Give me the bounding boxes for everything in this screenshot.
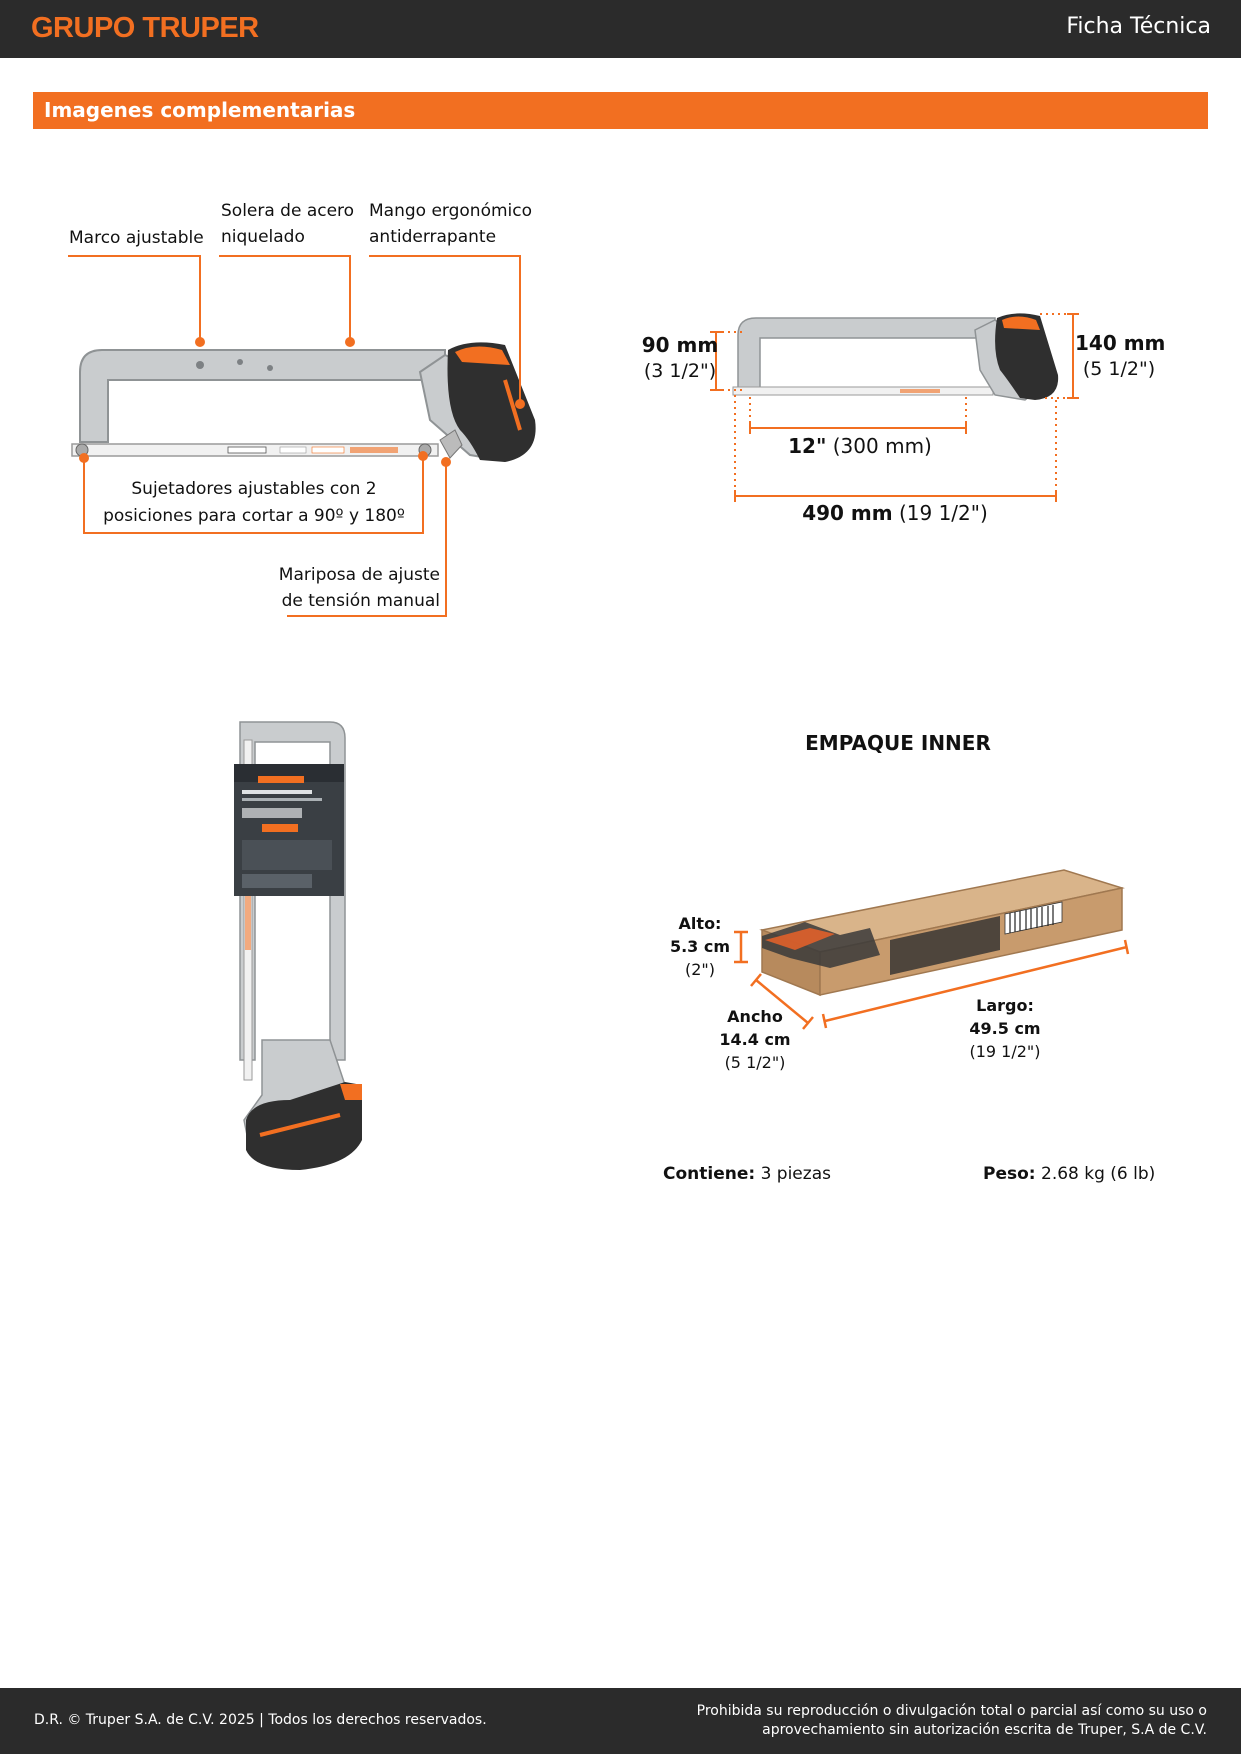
- brand-logo: GRUPO TRUPER: [31, 12, 259, 44]
- package-ancho-label: Ancho: [727, 1007, 783, 1026]
- dimension-height-right: [1075, 330, 1166, 356]
- dimension-blade-length: [780, 433, 940, 459]
- package-alto-value: 5.3 cm: [669, 937, 731, 956]
- hacksaw-packaged-image: [234, 722, 362, 1170]
- footer-legal-line2: aprovechamiento sin autorización escrita de Truper, S.A de C.V.: [762, 1722, 1207, 1738]
- dimension-length-main: 490 mm: [802, 501, 893, 525]
- package-weight-label: Peso:: [983, 1164, 1036, 1184]
- dimension-height-right-main: 140 mm: [1075, 331, 1166, 355]
- package-weight-value: 2.68 kg (6 lb): [1041, 1164, 1156, 1184]
- dimension-total-length: [800, 500, 990, 526]
- footer-copyright: D.R. © Truper S.A. de C.V. 2025 | Todos los derechos reservados.: [34, 1712, 487, 1728]
- package-weight: [983, 1161, 1155, 1187]
- footer-legal: [607, 1702, 1207, 1740]
- package-alto: [660, 912, 740, 981]
- dimension-length-sub: (19 1/2"): [898, 501, 988, 525]
- package-title: EMPAQUE INNER: [805, 731, 991, 755]
- feature-wingnut-label-line1: Mariposa de ajuste: [278, 565, 440, 585]
- feature-bar-label-line1: Solera de acero: [221, 201, 355, 221]
- package-largo-sub: (19 1/2"): [969, 1042, 1041, 1061]
- dimension-blade-main: 12": [788, 434, 827, 458]
- package-contents: [663, 1161, 831, 1187]
- feature-handle-label-line2: antiderrapante: [369, 227, 497, 247]
- package-ancho-value: 14.4 cm: [719, 1030, 791, 1049]
- package-ancho-sub: (5 1/2"): [724, 1053, 786, 1072]
- dimension-height-right-sub: (5 1/2"): [1082, 358, 1156, 380]
- feature-bar-label-line2: niquelado: [221, 227, 305, 247]
- hacksaw-feature-image: [72, 342, 536, 462]
- footer-legal-line1: Prohibida su reproducción o divulgación total o parcial así como su uso o: [696, 1703, 1207, 1719]
- feature-holders-label-line1: Sujetadores ajustables con 2: [131, 479, 377, 499]
- package-contents-value: 3 piezas: [760, 1164, 831, 1184]
- dimension-blade-sub: (300 mm): [832, 434, 932, 458]
- package-largo-label: Largo:: [976, 996, 1034, 1015]
- package-alto-label: Alto:: [678, 914, 722, 933]
- section-title: Imagenes complementarias: [44, 98, 356, 122]
- package-largo-value: 49.5 cm: [969, 1019, 1041, 1038]
- package-contents-label: Contiene:: [663, 1164, 756, 1184]
- feature-frame-label: Marco ajustable: [69, 228, 204, 248]
- page-footer: [0, 1688, 1241, 1754]
- package-largo: [955, 994, 1055, 1063]
- document-type: Ficha Técnica: [1066, 14, 1211, 39]
- package-ancho: [710, 1005, 800, 1074]
- package-box-image: [762, 870, 1122, 995]
- feature-holders-label-line2: posiciones para cortar a 90º y 180º: [103, 506, 405, 526]
- dimension-height-left: [640, 332, 720, 358]
- feature-wingnut-label-line2: de tensión manual: [281, 591, 440, 611]
- feature-handle-label-line1: Mango ergonómico: [369, 201, 533, 221]
- dimension-height-left-main: 90 mm: [641, 333, 719, 357]
- dimension-height-left-sub: (3 1/2"): [643, 360, 717, 382]
- hacksaw-dimension-image: [733, 313, 1058, 400]
- package-alto-sub: (2"): [684, 960, 716, 979]
